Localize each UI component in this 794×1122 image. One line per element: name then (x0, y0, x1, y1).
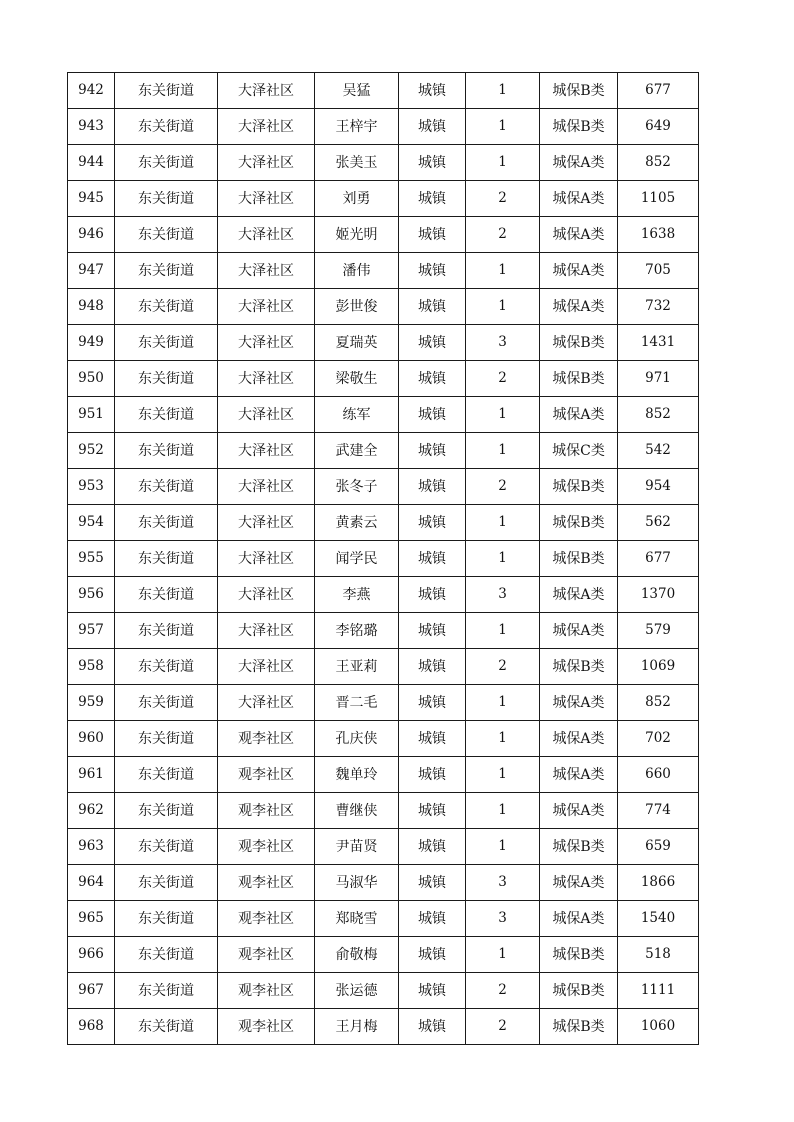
cell-residence-type: 城镇 (399, 361, 466, 397)
cell-community: 大泽社区 (218, 325, 315, 361)
cell-index: 952 (68, 433, 115, 469)
table-row (68, 217, 699, 253)
cell-community: 大泽社区 (218, 217, 315, 253)
cell-index: 954 (68, 505, 115, 541)
table-row (68, 505, 699, 541)
cell-index: 967 (68, 973, 115, 1009)
cell-household-size: 1 (466, 541, 540, 577)
cell-community: 大泽社区 (218, 613, 315, 649)
table-row (68, 289, 699, 325)
cell-name: 张美玉 (315, 145, 399, 181)
cell-category: 城保B类 (540, 505, 618, 541)
cell-name: 王梓宇 (315, 109, 399, 145)
cell-household-size: 1 (466, 109, 540, 145)
table-row (68, 793, 699, 829)
cell-subdistrict: 东关街道 (115, 361, 218, 397)
cell-residence-type: 城镇 (399, 901, 466, 937)
cell-index: 960 (68, 721, 115, 757)
table-row (68, 829, 699, 865)
cell-index: 948 (68, 289, 115, 325)
cell-residence-type: 城镇 (399, 397, 466, 433)
cell-community: 大泽社区 (218, 361, 315, 397)
cell-amount: 579 (618, 613, 699, 649)
cell-household-size: 2 (466, 973, 540, 1009)
cell-subdistrict: 东关街道 (115, 541, 218, 577)
cell-household-size: 1 (466, 757, 540, 793)
cell-category: 城保B类 (540, 937, 618, 973)
cell-index: 957 (68, 613, 115, 649)
cell-name: 马淑华 (315, 865, 399, 901)
cell-name: 郑晓雪 (315, 901, 399, 937)
cell-name: 俞敬梅 (315, 937, 399, 973)
cell-amount: 677 (618, 73, 699, 109)
cell-amount: 971 (618, 361, 699, 397)
table-row (68, 865, 699, 901)
cell-category: 城保B类 (540, 649, 618, 685)
cell-residence-type: 城镇 (399, 73, 466, 109)
cell-index: 965 (68, 901, 115, 937)
cell-household-size: 1 (466, 685, 540, 721)
cell-category: 城保B类 (540, 73, 618, 109)
cell-residence-type: 城镇 (399, 541, 466, 577)
cell-subdistrict: 东关街道 (115, 145, 218, 181)
cell-subdistrict: 东关街道 (115, 109, 218, 145)
cell-category: 城保C类 (540, 433, 618, 469)
cell-residence-type: 城镇 (399, 145, 466, 181)
cell-community: 大泽社区 (218, 433, 315, 469)
cell-name: 尹苗贤 (315, 829, 399, 865)
cell-name: 李燕 (315, 577, 399, 613)
cell-household-size: 1 (466, 397, 540, 433)
cell-amount: 732 (618, 289, 699, 325)
cell-household-size: 3 (466, 901, 540, 937)
cell-residence-type: 城镇 (399, 649, 466, 685)
cell-category: 城保A类 (540, 397, 618, 433)
cell-residence-type: 城镇 (399, 433, 466, 469)
cell-residence-type: 城镇 (399, 109, 466, 145)
cell-household-size: 1 (466, 145, 540, 181)
cell-category: 城保A类 (540, 901, 618, 937)
cell-community: 观李社区 (218, 793, 315, 829)
cell-subdistrict: 东关街道 (115, 577, 218, 613)
cell-residence-type: 城镇 (399, 181, 466, 217)
cell-index: 944 (68, 145, 115, 181)
cell-name: 夏瑞英 (315, 325, 399, 361)
cell-amount: 562 (618, 505, 699, 541)
cell-community: 大泽社区 (218, 109, 315, 145)
cell-amount: 518 (618, 937, 699, 973)
cell-residence-type: 城镇 (399, 937, 466, 973)
cell-community: 观李社区 (218, 1009, 315, 1045)
table-row (68, 253, 699, 289)
cell-name: 吴猛 (315, 73, 399, 109)
cell-index: 943 (68, 109, 115, 145)
cell-subdistrict: 东关街道 (115, 757, 218, 793)
table-row (68, 973, 699, 1009)
cell-category: 城保A类 (540, 721, 618, 757)
table-row (68, 613, 699, 649)
cell-residence-type: 城镇 (399, 865, 466, 901)
cell-amount: 1431 (618, 325, 699, 361)
cell-amount: 542 (618, 433, 699, 469)
cell-community: 大泽社区 (218, 469, 315, 505)
cell-category: 城保B类 (540, 829, 618, 865)
cell-residence-type: 城镇 (399, 325, 466, 361)
cell-community: 观李社区 (218, 865, 315, 901)
cell-community: 大泽社区 (218, 253, 315, 289)
cell-amount: 659 (618, 829, 699, 865)
cell-household-size: 1 (466, 289, 540, 325)
cell-household-size: 2 (466, 361, 540, 397)
table-row (68, 937, 699, 973)
cell-community: 大泽社区 (218, 541, 315, 577)
cell-community: 大泽社区 (218, 397, 315, 433)
cell-category: 城保A类 (540, 685, 618, 721)
cell-community: 观李社区 (218, 721, 315, 757)
cell-community: 大泽社区 (218, 577, 315, 613)
cell-index: 955 (68, 541, 115, 577)
cell-name: 张冬子 (315, 469, 399, 505)
cell-household-size: 1 (466, 433, 540, 469)
cell-category: 城保A类 (540, 757, 618, 793)
cell-index: 968 (68, 1009, 115, 1045)
cell-category: 城保A类 (540, 793, 618, 829)
cell-residence-type: 城镇 (399, 289, 466, 325)
cell-subdistrict: 东关街道 (115, 721, 218, 757)
cell-index: 945 (68, 181, 115, 217)
table-row (68, 361, 699, 397)
cell-index: 947 (68, 253, 115, 289)
cell-amount: 852 (618, 685, 699, 721)
cell-subdistrict: 东关街道 (115, 649, 218, 685)
cell-name: 练军 (315, 397, 399, 433)
cell-amount: 852 (618, 145, 699, 181)
cell-amount: 1866 (618, 865, 699, 901)
cell-category: 城保B类 (540, 109, 618, 145)
cell-amount: 702 (618, 721, 699, 757)
cell-community: 大泽社区 (218, 505, 315, 541)
cell-category: 城保A类 (540, 865, 618, 901)
cell-subdistrict: 东关街道 (115, 937, 218, 973)
cell-residence-type: 城镇 (399, 793, 466, 829)
roster-table (67, 72, 699, 1045)
cell-household-size: 2 (466, 469, 540, 505)
cell-household-size: 2 (466, 181, 540, 217)
cell-subdistrict: 东关街道 (115, 397, 218, 433)
cell-category: 城保B类 (540, 1009, 618, 1045)
cell-amount: 954 (618, 469, 699, 505)
cell-amount: 1060 (618, 1009, 699, 1045)
table-row (68, 325, 699, 361)
table-row (68, 469, 699, 505)
cell-amount: 1540 (618, 901, 699, 937)
cell-index: 964 (68, 865, 115, 901)
cell-index: 946 (68, 217, 115, 253)
table-row (68, 73, 699, 109)
cell-index: 958 (68, 649, 115, 685)
cell-name: 刘勇 (315, 181, 399, 217)
cell-community: 观李社区 (218, 973, 315, 1009)
cell-community: 大泽社区 (218, 181, 315, 217)
cell-category: 城保B类 (540, 361, 618, 397)
cell-household-size: 1 (466, 829, 540, 865)
cell-index: 959 (68, 685, 115, 721)
cell-household-size: 1 (466, 793, 540, 829)
table-row (68, 649, 699, 685)
cell-residence-type: 城镇 (399, 469, 466, 505)
cell-category: 城保A类 (540, 145, 618, 181)
table-row (68, 181, 699, 217)
table-row (68, 397, 699, 433)
cell-subdistrict: 东关街道 (115, 73, 218, 109)
cell-household-size: 1 (466, 721, 540, 757)
cell-name: 黄素云 (315, 505, 399, 541)
cell-category: 城保B类 (540, 325, 618, 361)
cell-household-size: 3 (466, 865, 540, 901)
cell-name: 李铭璐 (315, 613, 399, 649)
table-row (68, 541, 699, 577)
cell-residence-type: 城镇 (399, 721, 466, 757)
cell-index: 961 (68, 757, 115, 793)
cell-category: 城保A类 (540, 577, 618, 613)
cell-index: 951 (68, 397, 115, 433)
cell-subdistrict: 东关街道 (115, 289, 218, 325)
cell-category: 城保B类 (540, 973, 618, 1009)
cell-name: 彭世俊 (315, 289, 399, 325)
cell-residence-type: 城镇 (399, 253, 466, 289)
cell-community: 观李社区 (218, 937, 315, 973)
cell-community: 大泽社区 (218, 685, 315, 721)
cell-amount: 1638 (618, 217, 699, 253)
table-row (68, 433, 699, 469)
cell-subdistrict: 东关街道 (115, 829, 218, 865)
cell-community: 观李社区 (218, 901, 315, 937)
cell-subdistrict: 东关街道 (115, 685, 218, 721)
cell-subdistrict: 东关街道 (115, 181, 218, 217)
cell-residence-type: 城镇 (399, 757, 466, 793)
cell-name: 魏单玲 (315, 757, 399, 793)
cell-index: 963 (68, 829, 115, 865)
cell-index: 956 (68, 577, 115, 613)
cell-community: 大泽社区 (218, 289, 315, 325)
cell-community: 大泽社区 (218, 145, 315, 181)
cell-residence-type: 城镇 (399, 829, 466, 865)
cell-household-size: 3 (466, 577, 540, 613)
cell-amount: 1111 (618, 973, 699, 1009)
table-row (68, 109, 699, 145)
cell-residence-type: 城镇 (399, 505, 466, 541)
table-row (68, 757, 699, 793)
cell-name: 孔庆侠 (315, 721, 399, 757)
cell-name: 曹继侠 (315, 793, 399, 829)
cell-amount: 660 (618, 757, 699, 793)
cell-name: 梁敬生 (315, 361, 399, 397)
cell-amount: 649 (618, 109, 699, 145)
cell-subdistrict: 东关街道 (115, 613, 218, 649)
cell-household-size: 1 (466, 253, 540, 289)
cell-category: 城保A类 (540, 289, 618, 325)
cell-subdistrict: 东关街道 (115, 973, 218, 1009)
cell-category: 城保A类 (540, 613, 618, 649)
cell-category: 城保A类 (540, 181, 618, 217)
cell-subdistrict: 东关街道 (115, 901, 218, 937)
cell-household-size: 1 (466, 937, 540, 973)
cell-name: 张运德 (315, 973, 399, 1009)
cell-residence-type: 城镇 (399, 973, 466, 1009)
cell-amount: 677 (618, 541, 699, 577)
cell-name: 闻学民 (315, 541, 399, 577)
cell-subdistrict: 东关街道 (115, 793, 218, 829)
table-row (68, 1009, 699, 1045)
cell-household-size: 1 (466, 73, 540, 109)
cell-subdistrict: 东关街道 (115, 433, 218, 469)
cell-residence-type: 城镇 (399, 577, 466, 613)
cell-household-size: 1 (466, 505, 540, 541)
cell-index: 950 (68, 361, 115, 397)
cell-amount: 1105 (618, 181, 699, 217)
cell-community: 观李社区 (218, 829, 315, 865)
cell-residence-type: 城镇 (399, 1009, 466, 1045)
cell-index: 953 (68, 469, 115, 505)
cell-category: 城保A类 (540, 253, 618, 289)
cell-amount: 1069 (618, 649, 699, 685)
roster-body (68, 73, 699, 1045)
cell-amount: 705 (618, 253, 699, 289)
cell-subdistrict: 东关街道 (115, 217, 218, 253)
table-row (68, 685, 699, 721)
cell-residence-type: 城镇 (399, 685, 466, 721)
cell-amount: 1370 (618, 577, 699, 613)
table-row (68, 721, 699, 757)
cell-residence-type: 城镇 (399, 217, 466, 253)
cell-subdistrict: 东关街道 (115, 253, 218, 289)
cell-index: 966 (68, 937, 115, 973)
cell-category: 城保A类 (540, 217, 618, 253)
cell-subdistrict: 东关街道 (115, 1009, 218, 1045)
cell-index: 949 (68, 325, 115, 361)
cell-household-size: 2 (466, 1009, 540, 1045)
cell-household-size: 2 (466, 649, 540, 685)
cell-index: 942 (68, 73, 115, 109)
cell-amount: 774 (618, 793, 699, 829)
cell-household-size: 2 (466, 217, 540, 253)
cell-name: 姬光明 (315, 217, 399, 253)
cell-subdistrict: 东关街道 (115, 469, 218, 505)
cell-name: 武建全 (315, 433, 399, 469)
cell-residence-type: 城镇 (399, 613, 466, 649)
cell-subdistrict: 东关街道 (115, 865, 218, 901)
cell-name: 潘伟 (315, 253, 399, 289)
cell-subdistrict: 东关街道 (115, 325, 218, 361)
table-row (68, 577, 699, 613)
cell-subdistrict: 东关街道 (115, 505, 218, 541)
cell-household-size: 3 (466, 325, 540, 361)
cell-category: 城保B类 (540, 541, 618, 577)
cell-community: 大泽社区 (218, 73, 315, 109)
cell-household-size: 1 (466, 613, 540, 649)
cell-name: 王月梅 (315, 1009, 399, 1045)
cell-community: 大泽社区 (218, 649, 315, 685)
table-row (68, 901, 699, 937)
cell-name: 晋二毛 (315, 685, 399, 721)
cell-category: 城保B类 (540, 469, 618, 505)
cell-name: 王亚莉 (315, 649, 399, 685)
cell-community: 观李社区 (218, 757, 315, 793)
cell-amount: 852 (618, 397, 699, 433)
table-row (68, 145, 699, 181)
cell-index: 962 (68, 793, 115, 829)
